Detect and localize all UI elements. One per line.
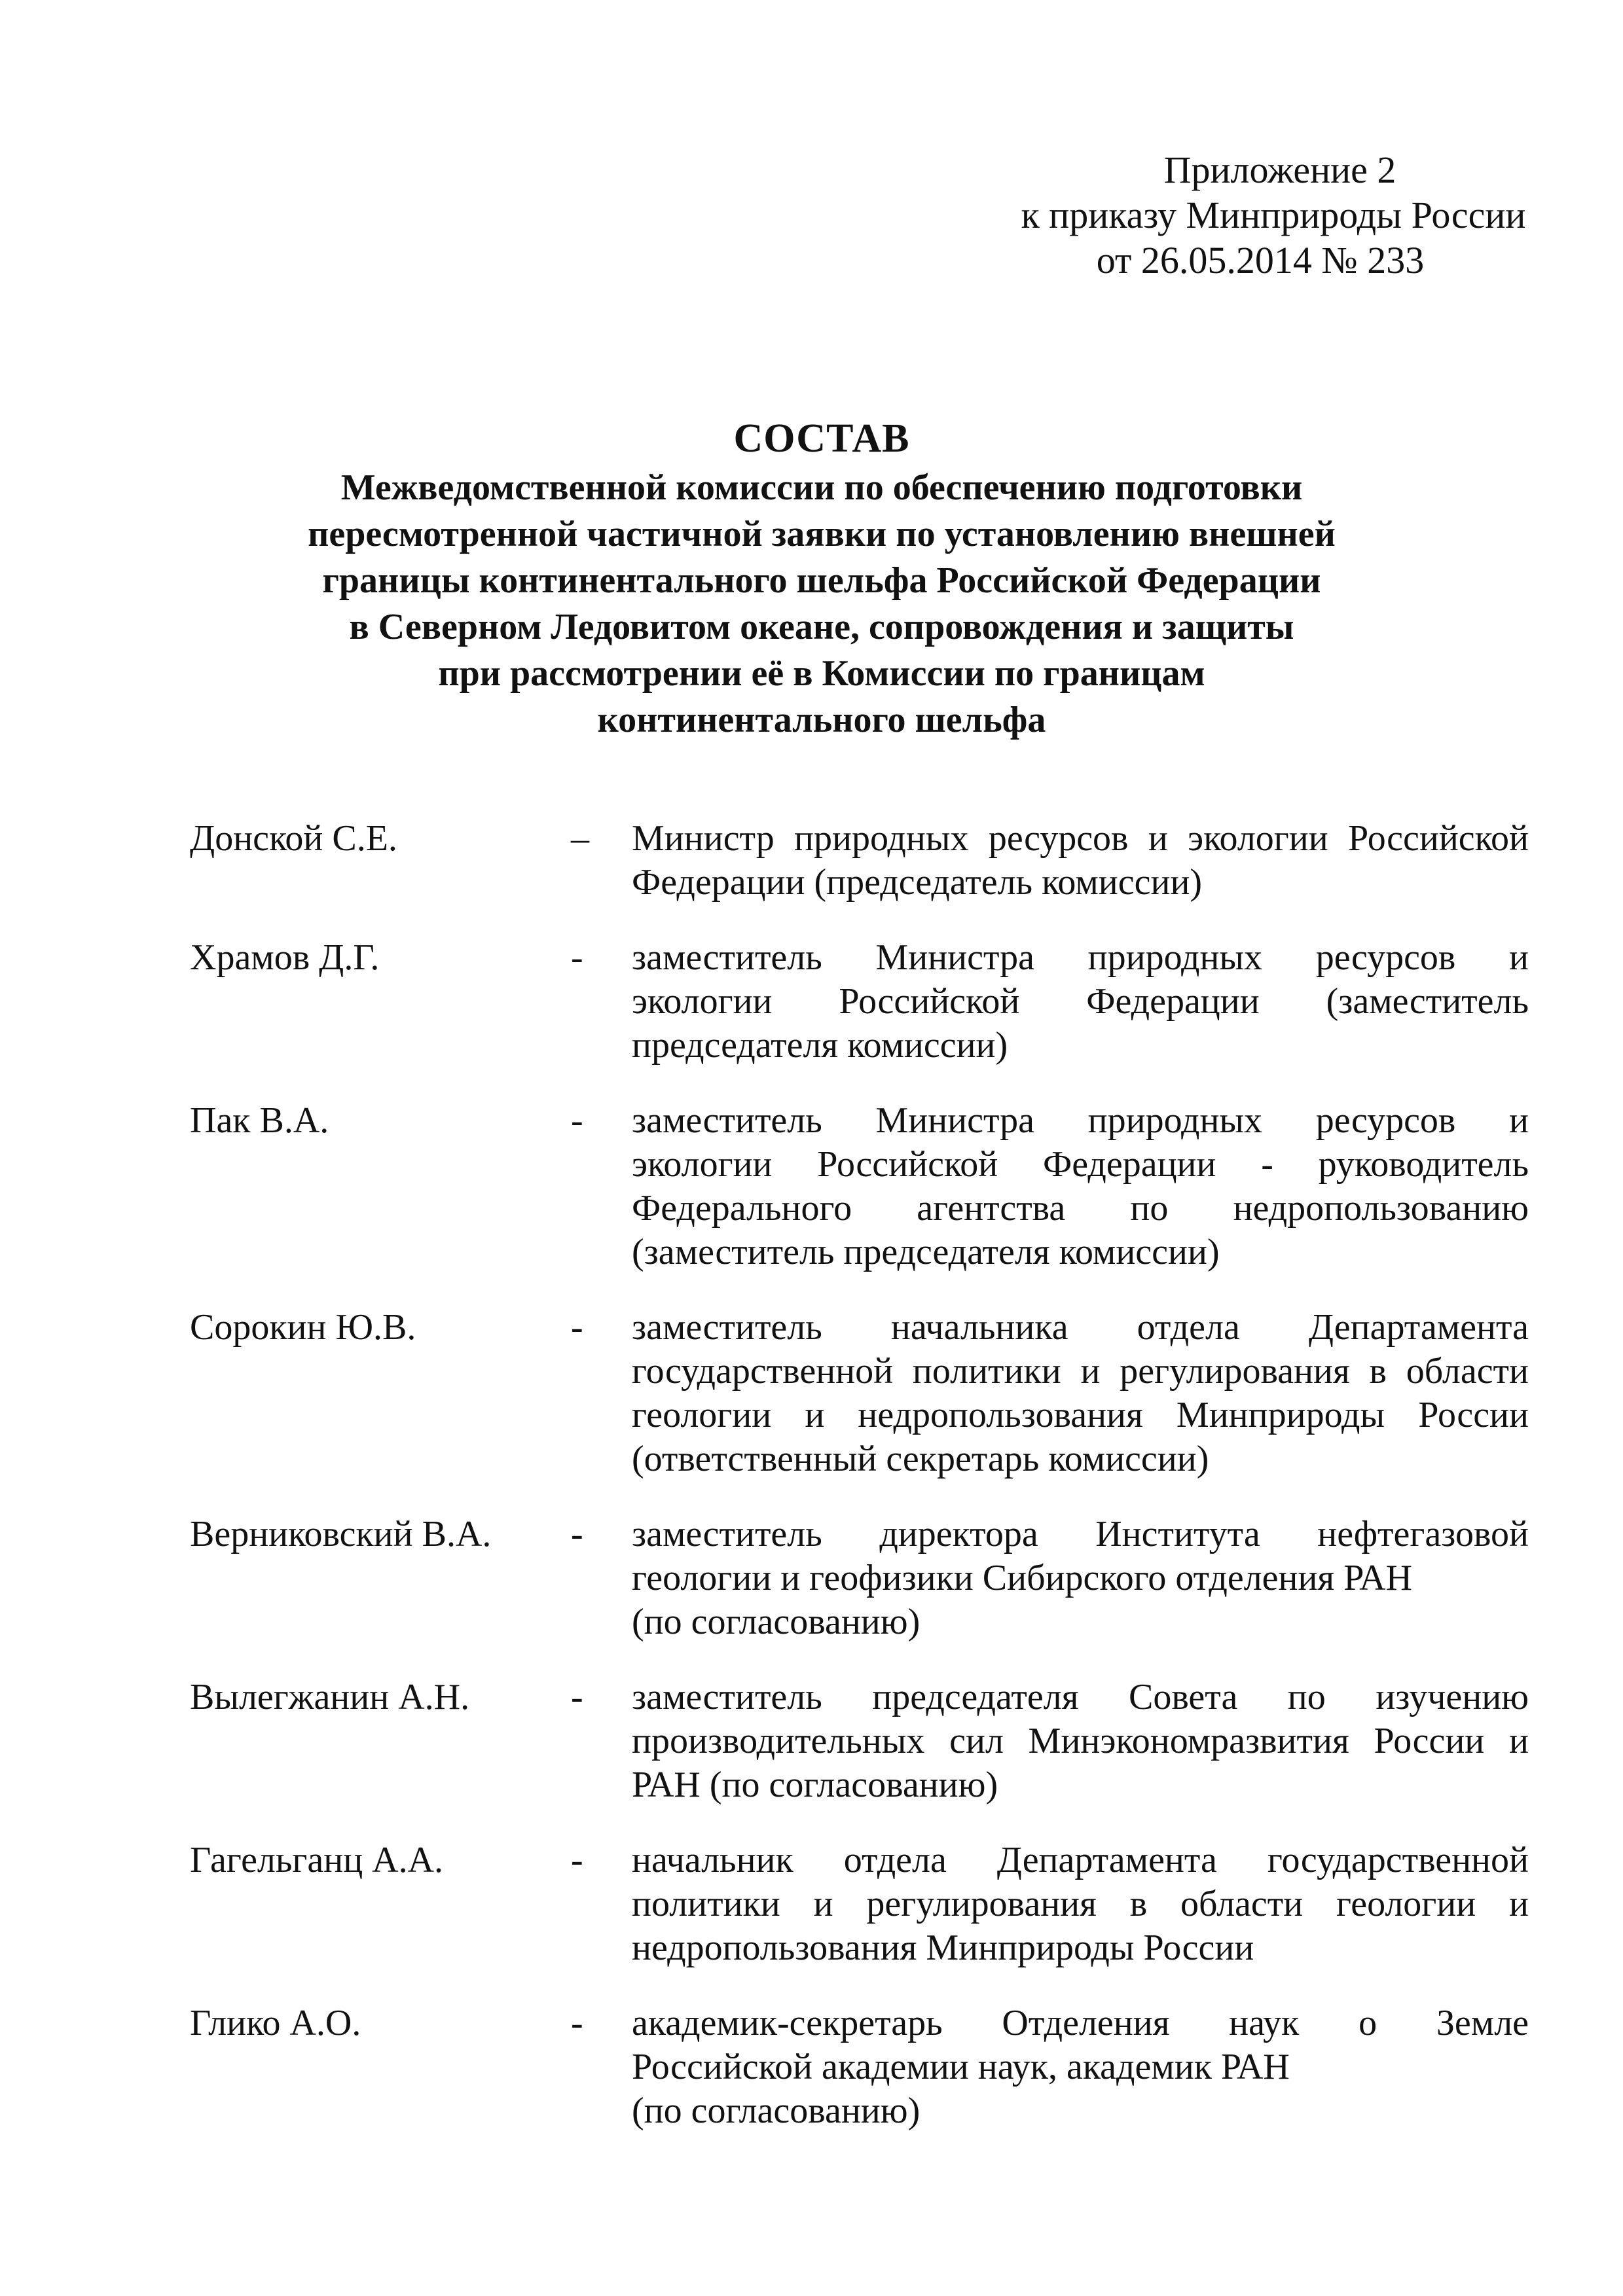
member-name: Верниковский В.А. — [190, 1514, 492, 1554]
role-line: Федерального агентства по недропользованию — [632, 1188, 1529, 1229]
subtitle-line: границы континентального шельфа Российской Федерации — [322, 560, 1321, 601]
member-entry — [190, 817, 1529, 905]
role-line: экологии Российской Федерации - руководитель — [632, 1144, 1529, 1185]
member-list — [190, 817, 1529, 2164]
role-line: политики и регулирования в области геологии и — [632, 1884, 1529, 1924]
member-role — [632, 1099, 1529, 1274]
role-line: Министр природных ресурсов и экологии Российской — [632, 818, 1529, 859]
subtitle-line: пересмотренной частичной заявки по установлению внешней — [308, 514, 1336, 554]
appendix-order-ref: к приказу Минприроды России — [1021, 194, 1526, 236]
member-role — [632, 1306, 1529, 1481]
member-entry — [190, 1839, 1529, 1970]
role-line: (по согласованию) — [632, 2090, 921, 2131]
member-dash: – — [571, 818, 589, 859]
role-line: Федерации (председатель комиссии) — [632, 862, 1203, 903]
member-name: Храмов Д.Г. — [190, 937, 380, 978]
role-line: производительных сил Минэкономразвития России и — [632, 1721, 1529, 1761]
subtitle-line: континентального шельфа — [597, 700, 1046, 740]
role-line: Российской академии наук, академик РАН — [632, 2047, 1290, 2087]
role-line: академик-секретарь Отделения наук о Земле — [632, 2003, 1529, 2043]
role-line: заместитель Министра природных ресурсов и — [632, 937, 1529, 978]
member-entry — [190, 1306, 1529, 1481]
member-name: Глико А.О. — [190, 2003, 361, 2043]
member-role — [632, 1513, 1529, 1644]
role-line: председателя комиссии) — [632, 1025, 1008, 1066]
member-name: Вылегжанин А.Н. — [190, 1677, 470, 1717]
member-entry — [190, 1676, 1529, 1807]
title-heading: СОСТАВ — [733, 416, 910, 461]
member-dash: - — [571, 2003, 583, 2043]
role-line: заместитель председателя Совета по изучению — [632, 1677, 1529, 1717]
role-line: начальник отдела Департамента государственной — [632, 1840, 1529, 1880]
role-line: РАН (по согласованию) — [632, 1765, 998, 1805]
member-name: Донской С.Е. — [190, 818, 397, 859]
member-role — [632, 1839, 1529, 1970]
member-dash: - — [571, 1514, 583, 1554]
role-line: заместитель Министра природных ресурсов и — [632, 1100, 1529, 1141]
role-line: экологии Российской Федерации (заместитель — [632, 981, 1529, 1022]
member-role — [632, 1676, 1529, 1807]
subtitle-line: при рассмотрении её в Комиссии по границам — [438, 653, 1205, 694]
role-line: геологии и недропользования Минприроды России — [632, 1395, 1529, 1435]
appendix-number: Приложение 2 — [1163, 149, 1396, 191]
member-entry — [190, 936, 1529, 1067]
role-line: государственной политики и регулирования в области — [632, 1351, 1529, 1391]
role-line: недропользования Минприроды России — [632, 1928, 1254, 1968]
appendix-reference — [1012, 147, 1535, 283]
member-dash: - — [571, 937, 583, 978]
member-name: Пак В.А. — [190, 1100, 329, 1141]
appendix-order-date: от 26.05.2014 № 233 — [1096, 239, 1425, 281]
member-entry — [190, 2001, 1529, 2133]
member-dash: - — [571, 1840, 583, 1880]
member-entry — [190, 1513, 1529, 1644]
member-dash: - — [571, 1100, 583, 1141]
member-name: Гагельганц А.А. — [190, 1840, 444, 1880]
subtitle-line: Межведомственной комиссии по обеспечению подготовки — [340, 467, 1303, 508]
document-title — [249, 412, 1395, 744]
role-line: (заместитель председателя комиссии) — [632, 1232, 1220, 1272]
member-role — [632, 817, 1529, 905]
subtitle-line: в Северном Ледовитом океане, сопровождения и защиты — [349, 607, 1294, 647]
role-line: заместитель директора Института нефтегазовой — [632, 1514, 1529, 1554]
member-dash: - — [571, 1307, 583, 1348]
role-line: (ответственный секретарь комиссии) — [632, 1439, 1209, 1479]
title-subtitle — [249, 465, 1395, 744]
member-dash: - — [571, 1677, 583, 1717]
member-name: Сорокин Ю.В. — [190, 1307, 416, 1348]
role-line: заместитель начальника отдела Департамента — [632, 1307, 1529, 1348]
member-role — [632, 936, 1529, 1067]
member-entry — [190, 1099, 1529, 1274]
role-line: (по согласованию) — [632, 1602, 921, 1642]
member-role — [632, 2001, 1529, 2133]
role-line: геологии и геофизики Сибирского отделения РАН — [632, 1558, 1413, 1598]
